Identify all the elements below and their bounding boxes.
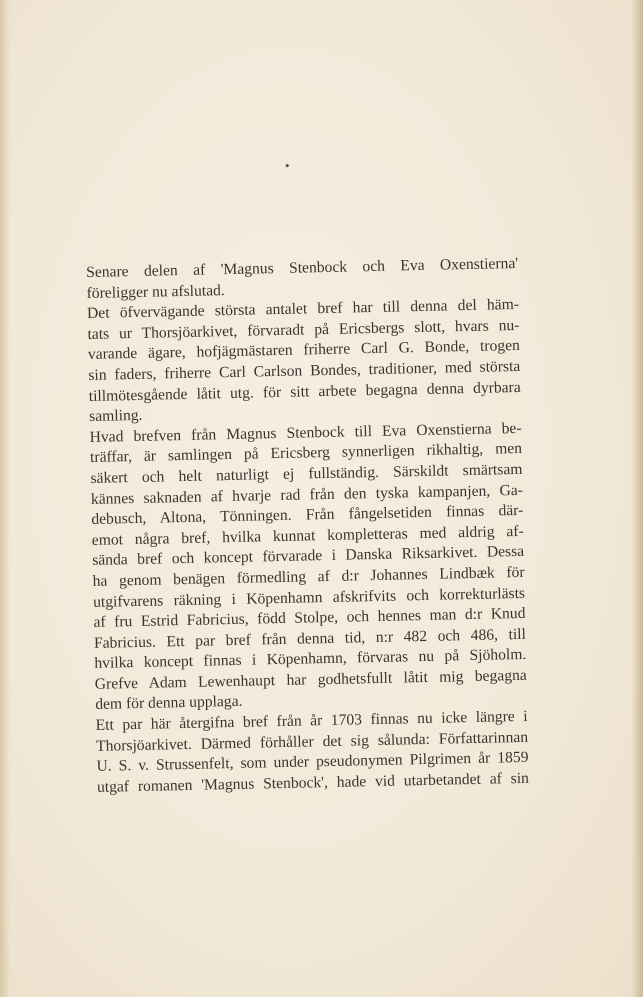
text-line: tillmötesgående låtit utg. för sitt arbete begagna denna dyrbara <box>88 378 521 405</box>
text-line: kännes saknaden af hvarje rad från den tyska kampanjen, Ga- <box>90 481 524 508</box>
text-line: Grefve Adam Lewenhaupt har godhetsfullt låtit mig begagna <box>94 666 527 693</box>
text-line: sin faders, friherre Carl Carlson Bondes, traditioner, med största <box>88 357 521 384</box>
text-line: dem för denna upplaga. <box>95 693 243 714</box>
text-line: Fabricius. Ett par bref från denna tid, n:r 482 och 486, till <box>93 625 527 652</box>
text-line: träffar, är samlingen på Ericsberg synnerligen rikhaltig, men <box>89 440 523 467</box>
body-text <box>86 254 529 798</box>
text-line: Ett par här återgifna bref från år 1703 finnas nu icke längre i <box>95 707 528 734</box>
text-line: hvilka koncept finnas i Köpenhamn, förvaras nu på Sjöholm. <box>94 646 527 673</box>
text-line: emot några bref, hvilka kunnat kompletteras med aldrig af- <box>91 522 524 549</box>
text-line: föreligger nu afslutad. <box>86 281 225 302</box>
text-line: säkert och helt naturligt ej fullständig. Särskildt smärtsam <box>90 460 523 487</box>
page-left-edge <box>0 0 10 997</box>
text-line: samling. <box>89 407 143 426</box>
page-right-edge <box>631 0 643 997</box>
text-line: Senare delen af 'Magnus Stenbock och Eva Oxenstierna' <box>86 254 519 281</box>
text-line: Thorsjöarkivet. Därmed förhåller det sig sålunda: Författarinnan <box>95 728 529 755</box>
text-line: utgaf romanen 'Magnus Stenbock', hade vid utarbetandet af sin <box>96 769 530 796</box>
text-line: af fru Estrid Fabricius, född Stolpe, och hennes man d:r Knud <box>93 604 526 632</box>
text-line: varande ägare, hofjägmästaren friherre Carl G. Bonde, trogen <box>87 337 521 364</box>
text-line: U. S. v. Strussenfelt, som under pseudonymen Pilgrimen år 1859 <box>96 749 529 776</box>
text-line: utgifvarens räkning i Köpenhamn afskrifvits och korrekturlästs <box>92 584 526 611</box>
text-line: tats ur Thorsjöarkivet, förvaradt på Ericsbergs slott, hvars nu- <box>87 316 520 343</box>
text-line: debusch, Altona, Tönningen. Från fångelsetiden finnas där- <box>91 502 524 529</box>
text-line: sända bref och koncept förvarade i Danska Riksarkivet. Dessa <box>92 543 525 570</box>
page-mark: • <box>284 160 291 173</box>
text-line: ha genom benägen förmedling af d:r Johannes Lindbæk för <box>92 563 525 590</box>
text-line: Hvad brefven från Magnus Stenbock till Eva Oxenstierna be- <box>89 419 522 446</box>
text-line: Det öfvervägande största antalet bref har till denna del häm- <box>86 296 520 323</box>
